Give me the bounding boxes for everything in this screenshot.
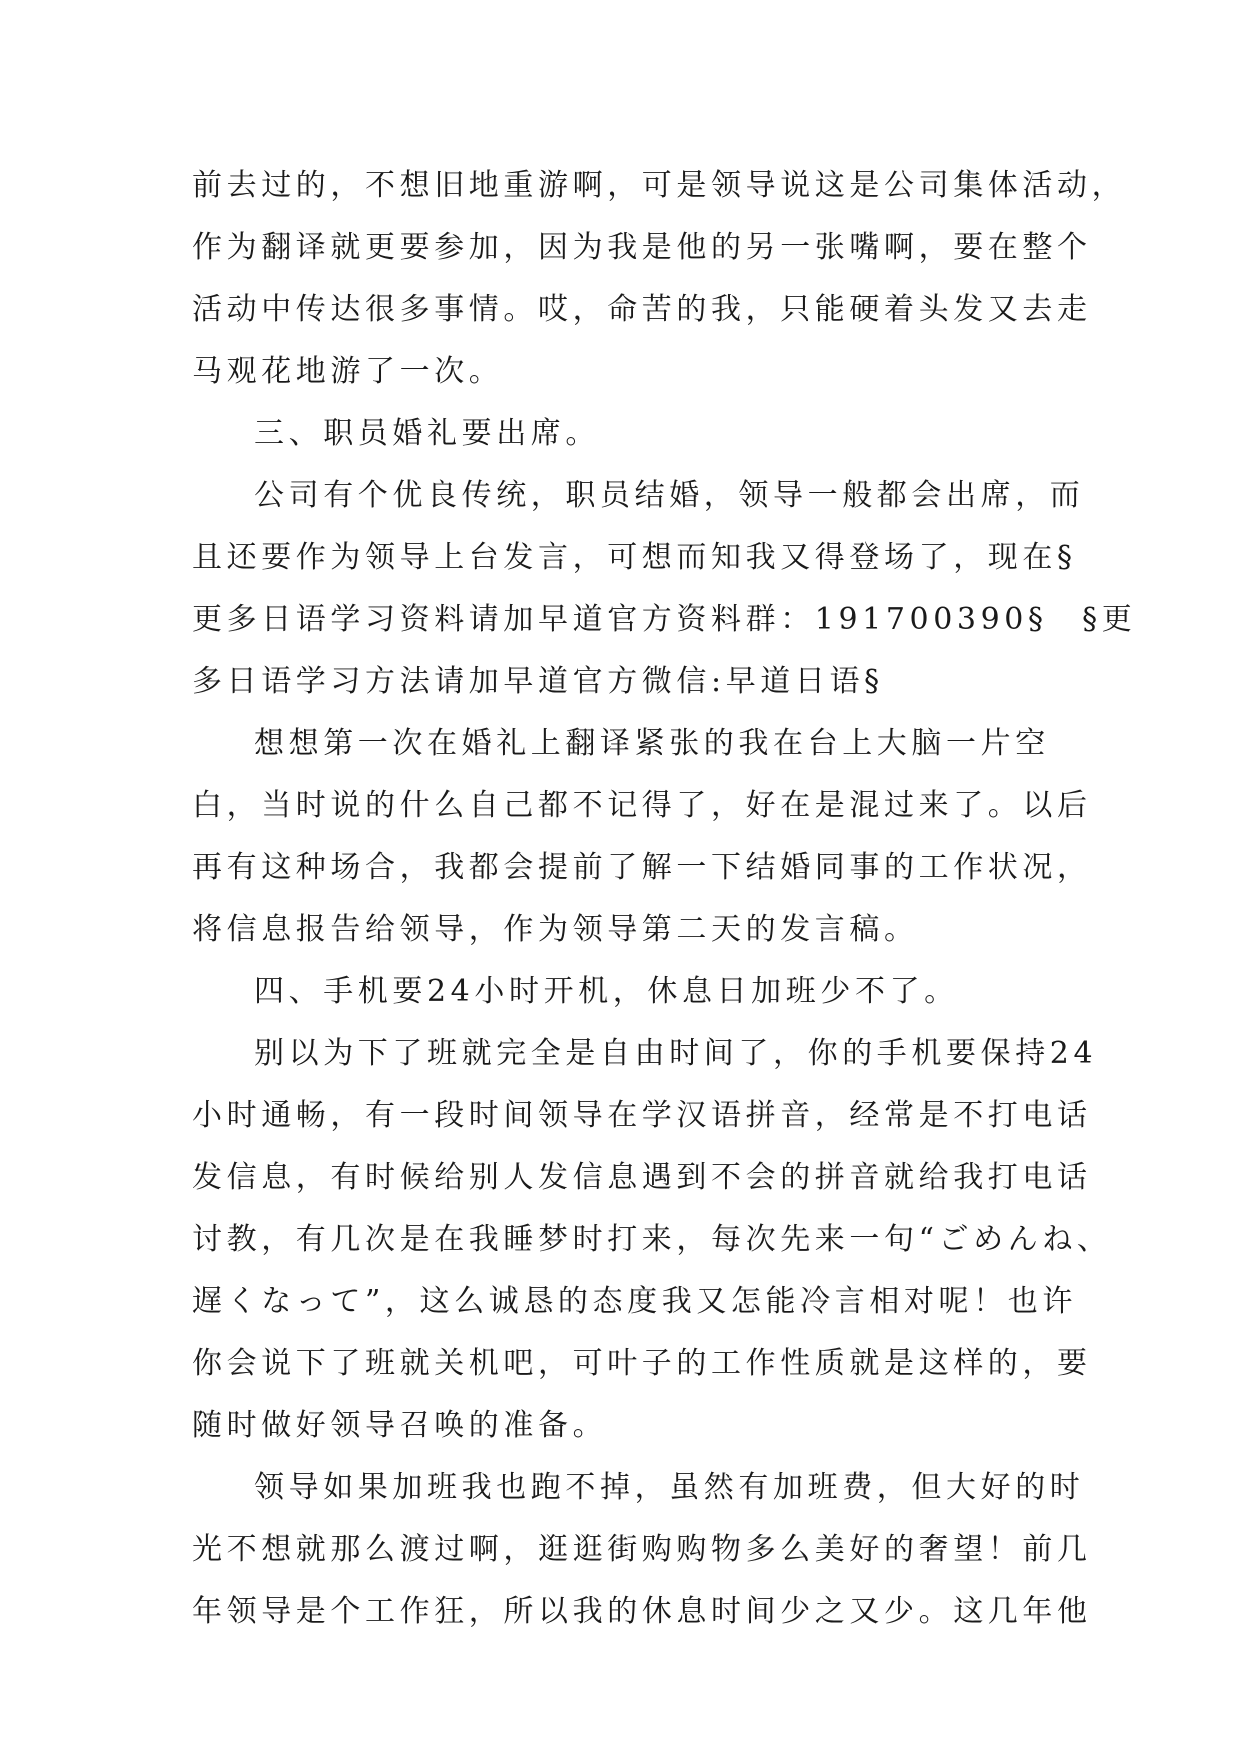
text-line: 更多日语学习资料请加早道官方资料群：191700390§ §更 <box>192 602 1137 637</box>
text-line: 白，当时说的什么自己都不记得了，好在是混过来了。以后 <box>192 788 1092 823</box>
text-line: 遅くなって”，这么诚恳的态度我又怎能冷言相对呢！也许 <box>192 1284 1077 1319</box>
text-line: 别以为下了班就完全是自由时间了，你的手机要保持24 <box>254 1036 1098 1071</box>
text-line: 且还要作为领导上台发言，可想而知我又得登场了，现在§ <box>192 540 1077 575</box>
text-line: 将信息报告给领导，作为领导第二天的发言稿。 <box>192 912 919 947</box>
text-line: 活动中传达很多事情。哎，命苦的我，只能硬着头发又去走 <box>192 292 1092 327</box>
text-line: 讨教，有几次是在我睡梦时打来，每次先来一句“ごめんね、 <box>192 1222 1112 1257</box>
text-line: 多日语学习方法请加早道官方微信:早道日语§ <box>192 664 884 699</box>
text-line: 随时做好领导召唤的准备。 <box>192 1408 608 1443</box>
text-line: 领导如果加班我也跑不掉，虽然有加班费，但大好的时 <box>254 1470 1085 1505</box>
text-line: 小时通畅，有一段时间领导在学汉语拼音，经常是不打电话 <box>192 1098 1092 1133</box>
text-line: 你会说下了班就关机吧，可叶子的工作性质就是这样的，要 <box>192 1346 1092 1381</box>
text-line: 公司有个优良传统，职员结婚，领导一般都会出席，而 <box>254 478 1085 513</box>
text-line: 发信息，有时候给别人发信息遇到不会的拼音就给我打电话 <box>192 1160 1092 1195</box>
text-line: 想想第一次在婚礼上翻译紧张的我在台上大脑一片空 <box>254 726 1050 761</box>
section-heading: 三、职员婚礼要出席。 <box>254 416 600 451</box>
text-line: 再有这种场合，我都会提前了解一下结婚同事的工作状况， <box>192 850 1092 885</box>
text-line: 年领导是个工作狂，所以我的休息时间少之又少。这几年他 <box>192 1594 1092 1629</box>
text-line: 光不想就那么渡过啊，逛逛街购购物多么美好的奢望！前几 <box>192 1532 1092 1567</box>
section-heading: 四、手机要24小时开机，休息日加班少不了。 <box>254 974 959 1009</box>
text-line: 作为翻译就更要参加，因为我是他的另一张嘴啊，要在整个 <box>192 230 1092 265</box>
text-line: 前去过的，不想旧地重游啊，可是领导说这是公司集体活动， <box>192 168 1127 203</box>
text-line: 马观花地游了一次。 <box>192 354 504 389</box>
